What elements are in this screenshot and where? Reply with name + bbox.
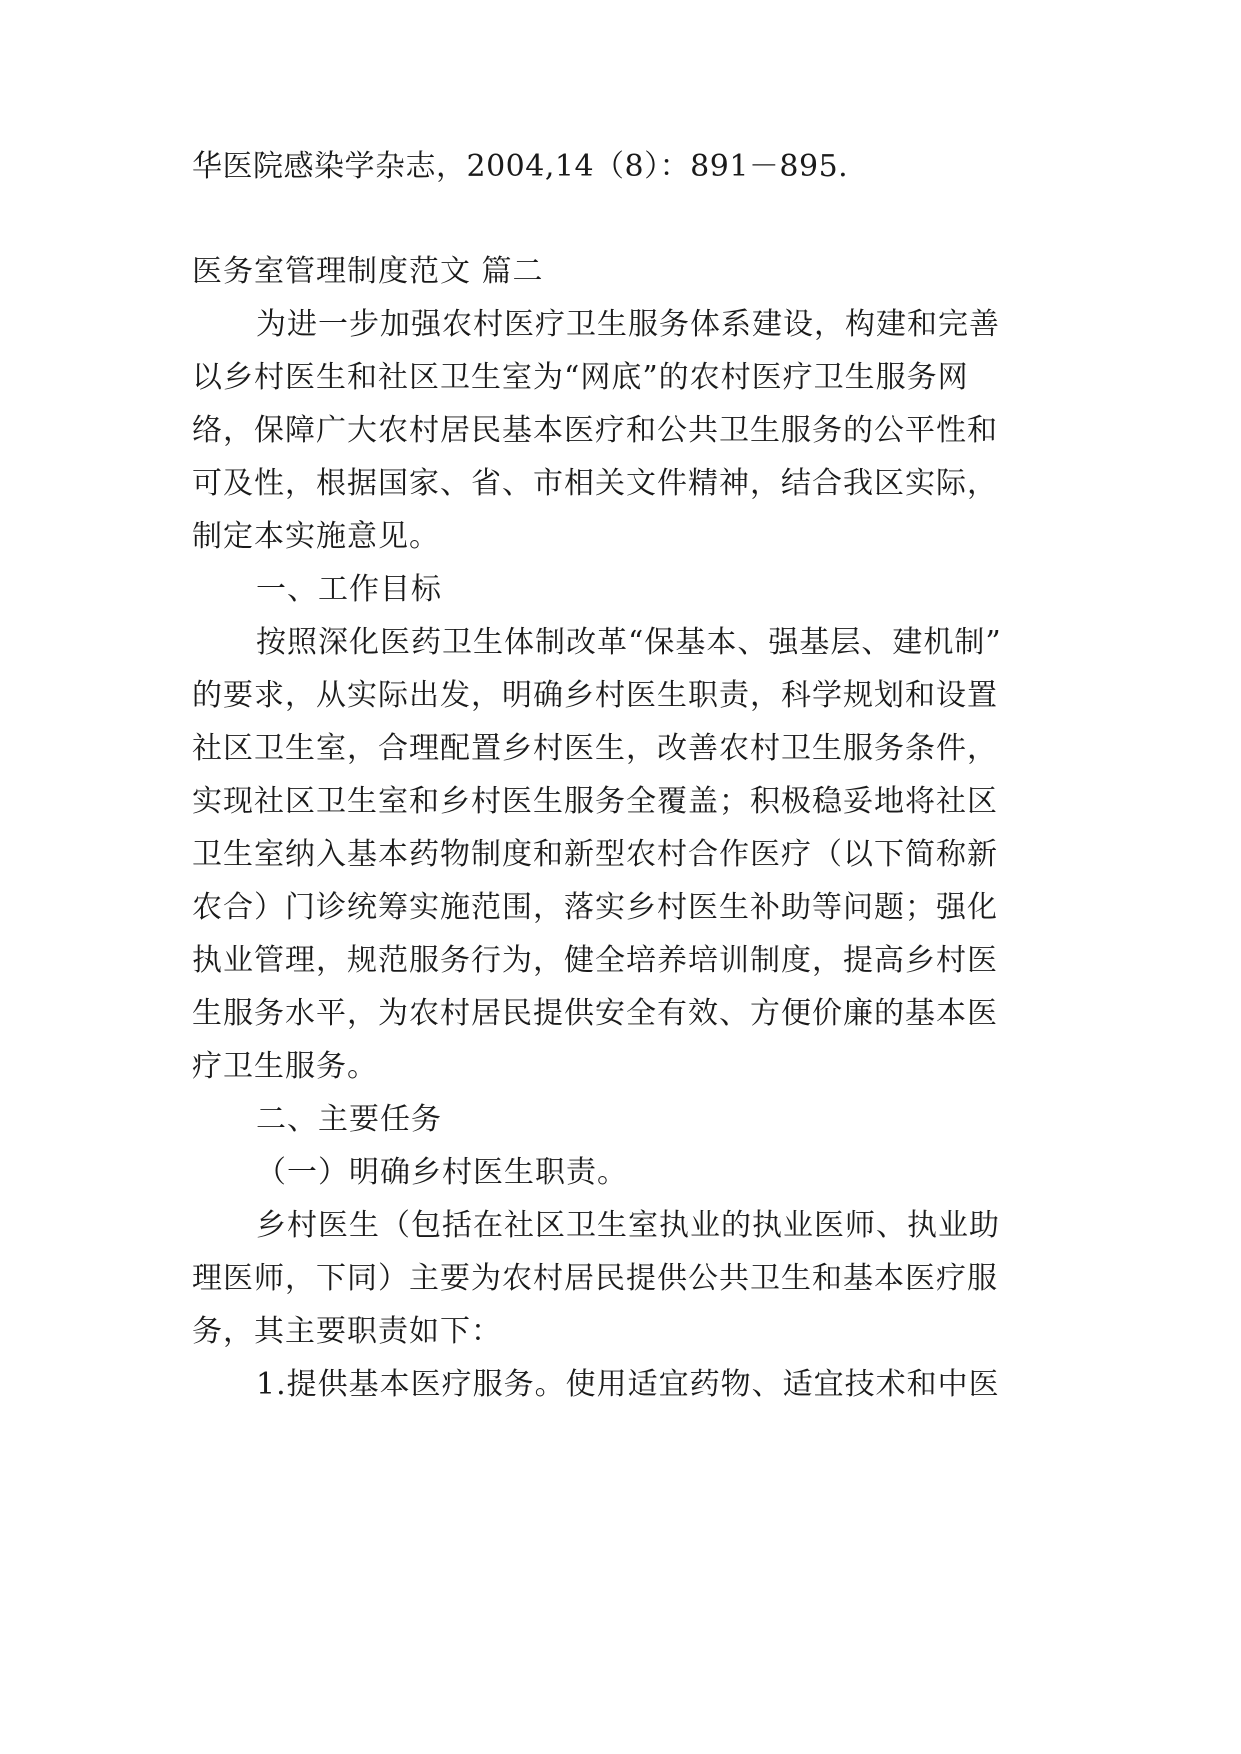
intro-line-3: 络，保障广大农村居民基本医疗和公共卫生服务的公平性和 — [192, 413, 998, 448]
duties-line-2: 理医师，下同）主要为农村居民提供公共卫生和基本医疗服 — [192, 1261, 998, 1296]
goals-line-1: 按照深化医药卫生体制改革“保基本、强基层、建机制” — [256, 625, 1002, 660]
goals-line-2: 的要求，从实际出发，明确乡村医生职责，科学规划和设置 — [192, 678, 998, 713]
goals-line-6: 农合）门诊统筹实施范围，落实乡村医生补助等问题；强化 — [192, 890, 998, 925]
heading-main-tasks: 二、主要任务 — [256, 1102, 442, 1137]
heading-work-goals: 一、工作目标 — [256, 572, 442, 607]
duties-line-1: 乡村医生（包括在社区卫生室执业的执业医师、执业助 — [256, 1208, 1000, 1243]
goals-line-9: 疗卫生服务。 — [192, 1049, 378, 1084]
item-1-line: 1.提供基本医疗服务。使用适宜药物、适宜技术和中医 — [256, 1367, 1000, 1402]
section-heading: 医务室管理制度范文 篇二 — [192, 254, 544, 289]
goals-line-3: 社区卫生室，合理配置乡村医生，改善农村卫生服务条件， — [192, 731, 998, 766]
subheading-duties: （一）明确乡村医生职责。 — [256, 1155, 628, 1190]
intro-line-1: 为进一步加强农村医疗卫生服务体系建设，构建和完善 — [256, 307, 1000, 342]
goals-line-8: 生服务水平，为农村居民提供安全有效、方便价廉的基本医 — [192, 996, 998, 1031]
goals-line-7: 执业管理，规范服务行为，健全培养培训制度，提高乡村医 — [192, 943, 998, 978]
duties-line-3: 务，其主要职责如下： — [192, 1314, 502, 1349]
reference-tail: 华医院感染学杂志，2004,14（8）：891－895. — [192, 149, 849, 184]
intro-line-4: 可及性，根据国家、省、市相关文件精神，结合我区实际， — [192, 466, 998, 501]
intro-line-2: 以乡村医生和社区卫生室为“网底”的农村医疗卫生服务网 — [192, 360, 969, 395]
goals-line-4: 实现社区卫生室和乡村医生服务全覆盖；积极稳妥地将社区 — [192, 784, 998, 819]
goals-line-5: 卫生室纳入基本药物制度和新型农村合作医疗（以下简称新 — [192, 837, 998, 872]
intro-line-5: 制定本实施意见。 — [192, 519, 440, 554]
